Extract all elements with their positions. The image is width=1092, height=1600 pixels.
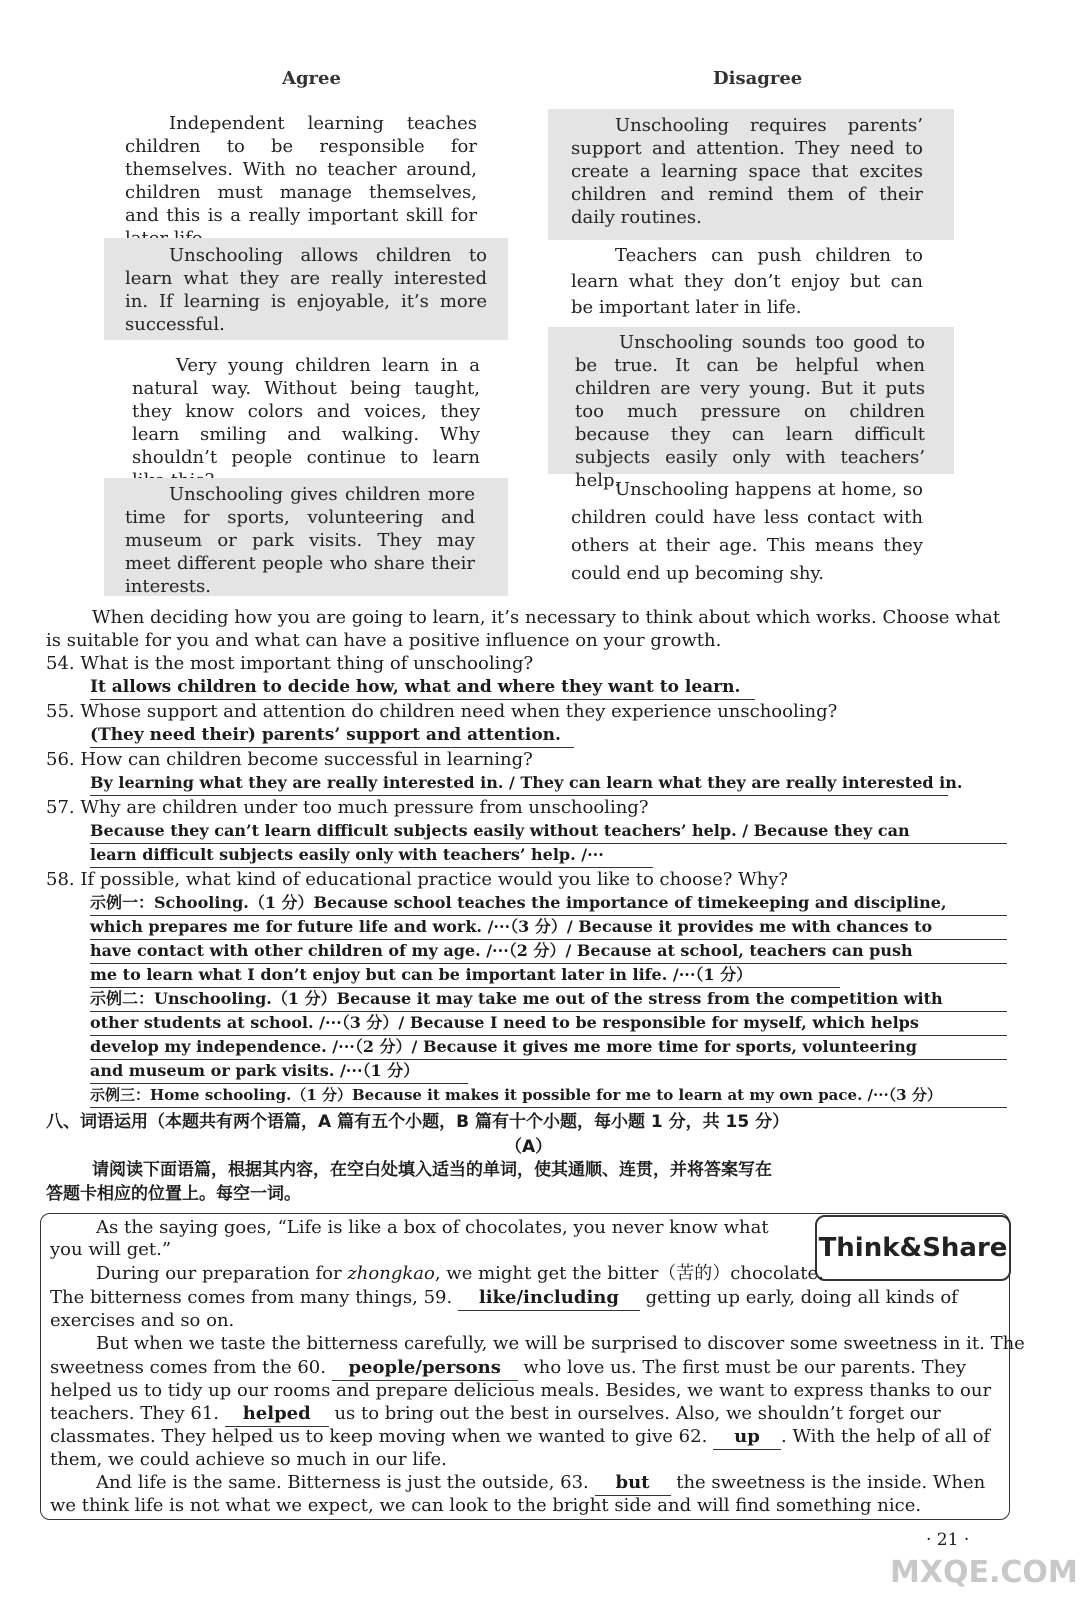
answer-55: (They need their) parents’ support and attention. xyxy=(90,723,574,748)
disagree-heading: Disagree xyxy=(713,68,803,89)
passage-line-12: And life is the same. Bitterness is just the outside, 63. but the sweetness is the inside. When xyxy=(96,1471,985,1496)
passage-line-7: sweetness comes from the 60. people/persons who love us. The first must be our parents. They xyxy=(50,1356,966,1381)
section-8-heading: 八、词语运用（本题共有两个语篇，A 篇有五个小题，B 篇有十个小题，每小题 1 分，共 15 分） xyxy=(46,1112,790,1132)
answer-62: up xyxy=(713,1425,781,1450)
disagree-paragraph-2: Teachers can push children to learn what they don’t enjoy but can be important later in life. xyxy=(571,245,923,318)
answer-58-line-6: other students at school. /···（3 分）/ Because I need to be responsible for myself, which helps xyxy=(90,1011,1007,1036)
passage-line-11: them, we could achieve so much in our life. xyxy=(50,1449,447,1470)
conclusion-line-1: When deciding how you are going to learn, it’s necessary to think about which works. Choose what xyxy=(92,607,1001,628)
instruction-line-1: 请阅读下面语篇，根据其内容，在空白处填入适当的单词，使其通顺、连贯，并将答案写在 xyxy=(92,1160,772,1180)
watermark: MXQE.COM xyxy=(890,1555,1078,1590)
disagree-paragraph-3: Unschooling sounds too good to be true. It can be helpful when children are very young. But it puts too much pressure on children because they can learn difficult subjects easily only with teachers’ help. xyxy=(575,332,925,491)
answer-58-line-2: which prepares me for future life and work. /···（3 分）/ Because it provides me with chances to xyxy=(90,915,1007,940)
answer-58-line-1: 示例一：Schooling.（1 分）Because school teaches the importance of timekeeping and discipline, xyxy=(90,891,1007,916)
answer-60: people/persons xyxy=(332,1356,518,1381)
passage-line-9: teachers. They 61. helped us to bring out the best in ourselves. Also, we shouldn’t forget our xyxy=(50,1402,941,1427)
answer-57-line-2: learn difficult subjects easily only with teachers’ help. /··· xyxy=(90,843,653,868)
question-58: 58. If possible, what kind of educational practice would you like to choose? Why? xyxy=(46,869,789,890)
answer-58-line-4: me to learn what I don’t enjoy but can be important later in life. /···（1 分） xyxy=(90,963,840,988)
passage-line-8: helped us to tidy up our rooms and prepare delicious meals. Besides, we want to express thanks to our xyxy=(50,1380,992,1401)
agree-paragraph-4: Unschooling gives children more time for sports, volunteering and museum or park visits. They may meet different people who share their interests. xyxy=(125,484,475,597)
page-number: · 21 · xyxy=(926,1530,970,1550)
agree-paragraph-3: Very young children learn in a natural way. Without being taught, they know colors and voices, they learn smiling and walking. Why shouldn’t people continue to learn xyxy=(132,355,480,468)
answer-61: helped xyxy=(225,1402,329,1427)
agree-heading: Agree xyxy=(282,68,341,89)
answer-54: It allows children to decide how, what and where they want to learn. xyxy=(90,675,755,700)
answer-58-line-3: have contact with other children of my age. /···（2 分）/ Because at school, teachers can push xyxy=(90,939,1007,964)
question-55: 55. Whose support and attention do children need when they experience unschooling? xyxy=(46,701,838,722)
agree-paragraph-1: Independent learning teaches children to be responsible for themselves. With no teacher around, children must manage themselves, and this is a really important skill for xyxy=(125,113,477,226)
answer-58-line-8: and museum or park visits. /···（1 分） xyxy=(90,1059,468,1084)
passage-line-4: The bitterness comes from many things, 59. like/including getting up early, doing all kinds of xyxy=(50,1286,958,1311)
passage-line-10: classmates. They helped us to keep moving when we wanted to give 62. up . With the help of all of xyxy=(50,1425,990,1450)
answer-58-line-9: 示例三：Home schooling.（1 分）Because it makes it possible for me to learn at my own pace. /···（3 分） xyxy=(90,1083,1007,1108)
answer-58-line-7: develop my independence. /···（2 分）/ Because it gives me more time for sports, volunteering xyxy=(90,1035,1007,1060)
passage-line-3: During our preparation for zhongkao, we might get the bitter（苦的）chocolate. xyxy=(96,1263,824,1284)
passage-line-2: you will get.” xyxy=(50,1239,172,1260)
passage-line-6: But when we taste the bitterness carefully, we will be surprised to discover some sweetness in it. The xyxy=(96,1333,1025,1354)
passage-line-13: we think life is not what we expect, we can look to the bright side and will find something nice. xyxy=(50,1495,922,1516)
answer-59: like/including xyxy=(458,1286,640,1311)
answer-58-line-5: 示例二：Unschooling.（1 分）Because it may take me out of the stress from the competition with xyxy=(90,987,1007,1012)
passage-line-1: As the saying goes, “Life is like a box of chocolates, you never know what xyxy=(96,1217,769,1238)
question-54: 54. What is the most important thing of unschooling? xyxy=(46,653,534,674)
section-8-subheading: （A） xyxy=(505,1137,553,1157)
question-57: 57. Why are children under too much pressure from unschooling? xyxy=(46,797,649,818)
disagree-paragraph-4: Unschooling happens at home, so children could have less contact with others at their age. This means they could end up becoming shy. xyxy=(571,479,923,584)
answer-57-line-1: Because they can’t learn difficult subjects easily without teachers’ help. / Because they can xyxy=(90,819,1007,844)
disagree-paragraph-1: Unschooling requires parents’ support and attention. They need to create a learning space that excites children and remind them of their daily routines. xyxy=(571,115,923,228)
think-share-logo: Think&Share xyxy=(815,1215,1011,1281)
agree-paragraph-2: Unschooling allows children to learn what they are really interested in. If learning is enjoyable, it’s more successful. xyxy=(125,245,487,335)
question-56: 56. How can children become successful in learning? xyxy=(46,749,533,770)
answer-63: but xyxy=(595,1471,671,1496)
passage-line-5: exercises and so on. xyxy=(50,1310,235,1331)
answer-56: By learning what they are really interested in. / They can learn what they are really interested in. xyxy=(90,771,948,796)
instruction-line-2: 答题卡相应的位置上。每空一词。 xyxy=(46,1184,301,1204)
conclusion-line-2: is suitable for you and what can have a positive influence on your growth. xyxy=(46,630,722,651)
